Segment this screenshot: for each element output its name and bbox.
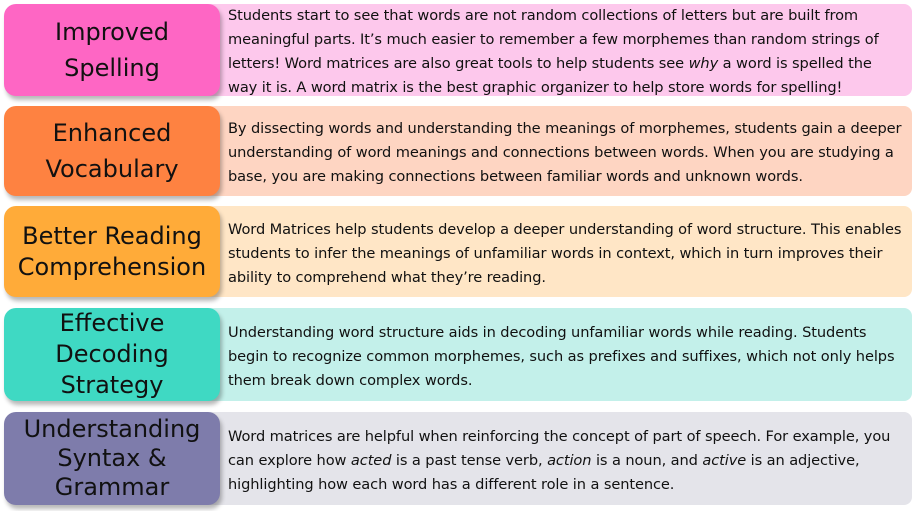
emphasis-word: why xyxy=(688,55,719,72)
row-understanding-syntax-grammar xyxy=(4,412,912,505)
row-title: Better Reading Comprehension xyxy=(4,206,220,297)
row-description xyxy=(204,106,912,196)
text-part: Students start to see that words are not random collections of letters but are built from meaningful parts. It’s much easier to remember a few morphemes than random strings of letters! Word matrices are also great tools to help students see xyxy=(228,7,879,72)
text-part: is a noun, and xyxy=(591,451,703,469)
row-effective-decoding-strategy xyxy=(4,308,912,401)
row-title: Understanding Syntax & Grammar xyxy=(4,412,220,505)
emphasis-word: acted xyxy=(350,451,392,469)
row-title: Improved Spelling xyxy=(4,4,220,96)
text-part: a word is spelled the way it is. A word matrix is the best graphic organizer to help store words for spelling! xyxy=(228,55,872,96)
description-text xyxy=(228,425,902,497)
row-enhanced-vocabulary xyxy=(4,106,912,196)
description-text: Word Matrices help students develop a deeper understanding of word structure. This enables students to infer the meanings of unfamiliar words in context, which in turn improves their ability to comprehend what they’re reading. xyxy=(228,220,902,286)
description-text xyxy=(228,4,902,100)
row-description xyxy=(204,412,912,505)
text-part: is a past tense verb, xyxy=(391,451,548,469)
row-description xyxy=(204,308,912,401)
emphasis-word: action xyxy=(547,451,592,469)
emphasis-word: active xyxy=(702,451,747,469)
text-part: is an adjective, highlighting how each word has a different role in a sentence. xyxy=(228,451,860,493)
row-description xyxy=(204,206,912,297)
row-title: Effective Decoding Strategy xyxy=(4,308,220,401)
row-title: Enhanced Vocabulary xyxy=(4,106,220,196)
description-text: Understanding word structure aids in decoding unfamiliar words while reading. Students begin to recognize common morphemes, such as prefixes and suffixes, which not only helps them break down complex words. xyxy=(228,323,895,389)
row-better-reading-comprehension xyxy=(4,206,912,297)
row-improved-spelling xyxy=(4,4,912,96)
description-text: By dissecting words and understanding the meanings of morphemes, students gain a deeper understanding of word meanings and connections between words. When you are studying a base, you are making connections between familiar words and unknown words. xyxy=(228,120,902,185)
row-description xyxy=(204,4,912,96)
text-part: Word matrices are helpful when reinforcing the concept of part of speech. For example, you can explore how xyxy=(228,427,891,469)
